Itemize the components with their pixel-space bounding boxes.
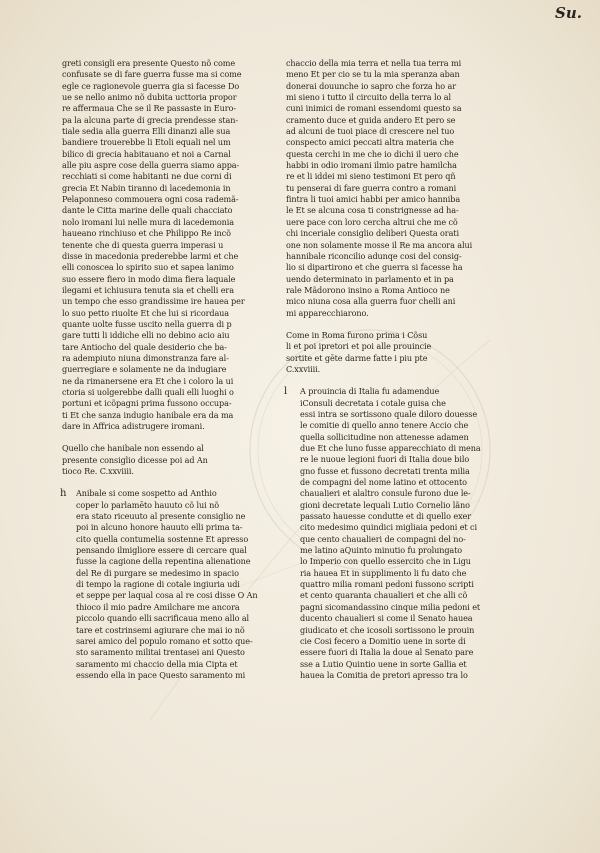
text-line: gioni decretate lequali Lutio Cornelio lãno — [300, 499, 470, 510]
left-paragraph-2 — [62, 488, 262, 681]
text-line: ctoria si uolgerebbe dalli quali elli luoghi o — [62, 386, 234, 397]
text-line: giudicato et che icosoli sortissono le prouin — [300, 624, 475, 635]
text-line: dare in Affrica adistrugere iromani. — [62, 421, 205, 431]
text-line: mi apparecchiarono. — [286, 307, 369, 318]
text-line: sortite et gēte darme fatte i piu pte — [286, 352, 428, 363]
text-line: que cento chaualieri de compagni del no- — [300, 533, 466, 544]
text-line: habbi in odio iromani ilmio patre hamilcha — [286, 160, 457, 171]
text-line: piccolo quando elli sacrificaua meno allo al — [76, 613, 250, 624]
text-line: tiale sedia alla guerra Elli dinanzi alle sua — [62, 126, 231, 137]
left-chapter-heading — [62, 443, 262, 477]
text-line: nolo iromani lui nelle mura di lacedemonia — [62, 216, 235, 227]
text-line: ilegami et ichiusura tenuta sia et chelli era — [62, 284, 234, 295]
text-line: re et li iddei mi sieno testimoni Et pero qñ — [286, 171, 456, 182]
text-line: quante uolte fusse uscito nella guerra di p — [62, 318, 232, 329]
text-line: li et poi ipretori et poi alle prouincie — [286, 341, 432, 352]
text-line: meno Et per cio se tu la mia speranza aban — [286, 69, 460, 80]
text-line: de compagni del nome latino et ottocento — [300, 477, 467, 488]
text-line: sarei amico del populo romano et sotto que- — [76, 635, 253, 646]
text-line: re le nuoue legioni fuori di Italia doue bilo — [300, 454, 470, 465]
text-line: portuni et icõpagni prima fussono occupa- — [62, 398, 232, 409]
text-line: cito medesimo quindici migliaia pedoni et ci — [300, 522, 477, 533]
left-paragraph-2-wrapper — [62, 488, 262, 681]
text-line: bilico di grecia habitauano et noi a Carnal — [62, 148, 231, 159]
text-line: cie Cosi fecero a Domitio uene in sorte di — [300, 635, 466, 646]
text-line: one non solamente mosse il Re ma ancora alui — [286, 239, 473, 250]
text-line: tare Antiocho del quale desiderio che ba- — [62, 341, 227, 352]
text-line: gare tutti li iddiche elli no debino acio aiu — [62, 330, 230, 341]
text-line: tu penserai di fare guerra contro a romani — [286, 182, 457, 193]
text-line: quella sollicitudine non attenesse adamen — [300, 431, 469, 442]
left-column — [62, 58, 262, 681]
text-line: sto saramento militai trentasei ani Questo — [76, 647, 245, 658]
left-initial-guide-letter: h — [60, 488, 67, 500]
folio-number: Su. — [555, 4, 582, 22]
text-line: elli conoscea lo spirito suo et sapea lanimo — [62, 262, 234, 273]
text-line: A prouincia di Italia fu adamendue — [300, 386, 440, 397]
text-line: ad alcuni de tuoi piace di crescere nel tuo — [286, 126, 455, 137]
text-line: grecia Et Nabin tiranno di lacedemonia in — [62, 182, 231, 193]
text-line: gno fusse et fussono decretati trenta milia — [300, 465, 470, 476]
left-paragraph-1 — [62, 58, 262, 432]
text-line: mi sieno i tutto il circuito della terra lo al — [286, 92, 451, 103]
text-line: tenente che di questa guerra imperasi u — [62, 239, 224, 250]
text-line: due Et che luno fusse apparecchiato di mena — [300, 443, 481, 453]
text-line: essi intra se sortissono quale diloro douesse — [300, 408, 478, 419]
text-line: fusse la cagione della repentina alienatione — [76, 556, 251, 567]
text-line: essendo ella in pace Questo saramento mi — [76, 669, 246, 680]
text-line: passato hauesse condutte et di quello exer — [300, 511, 472, 522]
text-line: fintra li tuoi amici habbi per amico hanniba — [286, 194, 461, 205]
text-line: ducento chaualieri si come il Senato hauea — [300, 613, 473, 624]
text-line: pensando ilmigliore essere di cercare qual — [76, 545, 247, 556]
text-line: dante le Citta marine delle quali chacciato — [62, 205, 233, 216]
text-line: ne da rimanersene era Et che i coloro la ui — [62, 375, 234, 386]
text-line: sse a Lutio Quintio uene in sorte Gallia et — [300, 658, 467, 669]
right-column — [286, 58, 486, 681]
text-line: ra adempiuto niuna dimonstranza fare al- — [62, 352, 229, 363]
text-line: recchiati si come habitanti ne due corni di — [62, 171, 232, 182]
text-line: Anibale si come sospetto ad Anthio — [76, 488, 217, 499]
text-line: lo suo petto riuolte Et che lui si ricordaua — [62, 307, 230, 318]
text-line: tioco Re. C.xxviiii. — [62, 466, 134, 477]
text-line: iConsuli decretata i cotale guisa che — [300, 397, 446, 408]
text-line: disse in macedonia prederebbe larmi et che — [62, 250, 239, 261]
text-line: egle ce ragionevole guerra gia si facesse Do — [62, 80, 240, 91]
text-line: suo essere fiero in modo dima fiera laquale — [62, 273, 236, 284]
text-line: hannibale riconcilio adunqe cosi del consig- — [286, 250, 462, 261]
right-initial-guide-letter: l — [284, 386, 288, 398]
text-line: greti consigli era presente Questo nõ come — [62, 58, 236, 68]
text-line: pa la alcuna parte di grecia prendesse stan- — [62, 114, 239, 125]
text-line: chi inceriale consiglio deliberi Questa orati — [286, 228, 459, 239]
right-paragraph-2 — [286, 386, 486, 681]
text-line: le comitie di quello anno tenere Accio che — [300, 420, 469, 431]
text-line: guerregiare e solamente ne da indugiare — [62, 364, 227, 375]
text-line: hauea la Comitia de pretori apresso tra lo — [300, 669, 468, 680]
text-line: donerai douunche io sapro che forza ho ar — [286, 80, 456, 91]
text-line: ria hauea Et in supplimento li fu dato che — [300, 567, 467, 578]
text-line: confusate se di fare guerra fusse ma si come — [62, 69, 242, 80]
text-line: lio si dipartirono et che guerra si facesse ha — [286, 262, 463, 273]
text-line: del Re di purgare se medesimo in spacio — [76, 567, 239, 578]
text-line: Come in Roma furono prima i Cõsu — [286, 329, 428, 340]
text-line: tare et costrinsemi agiurare che mai io nõ — [76, 624, 245, 635]
text-line: di tempo la ragione di cotale ingiuria udi — [76, 579, 240, 590]
text-line: conspecto amici peccati altra materia che — [286, 137, 454, 148]
text-line: questa cerchi in me che io dichi il uero che — [286, 148, 459, 159]
right-paragraph-2-wrapper — [286, 386, 486, 681]
right-paragraph-1 — [286, 58, 486, 319]
text-line: cramento duce et guida andero Et pero se — [286, 114, 456, 125]
text-line: essere fuori di Italia la doue al Senato pare — [300, 647, 474, 658]
text-line: Quello che hanibale non essendo al — [62, 443, 204, 454]
text-line: poi in alcuno honore hauuto elli prima ta- — [76, 522, 243, 533]
text-line: coper lo parlamēto hauuto cõ lui nõ — [76, 499, 219, 510]
text-line: me latino aQuinto minutio fu prolungato — [300, 545, 463, 556]
text-line: uere pace con loro cercha altrui che me cõ — [286, 216, 458, 227]
text-line: mico niuna cosa alla guerra fuor chelli ani — [286, 296, 456, 307]
text-line: pagni sicomandassino cinque milia pedoni et — [300, 601, 481, 612]
text-line: rale Mãdorono insino a Roma Antioco ne — [286, 284, 450, 295]
text-line: thioco il mio padre Amilchare me ancora — [76, 601, 240, 612]
text-line: le Et se alcuna cosa ti constrignesse ad ha- — [286, 205, 459, 216]
text-line: un tempo che esso grandissime ire hauea per — [62, 296, 245, 307]
text-line: chaualieri et alaltro consule furono due le- — [300, 488, 471, 499]
text-line: et seppe per laqual cosa al re cosi disse O An — [76, 590, 258, 601]
text-line: Pelaponneso commouera ogni cosa rademã- — [62, 194, 239, 205]
text-line: chaccio della mia terra et nella tua terra mi — [286, 58, 462, 68]
text-line: cuni inimici de romani essendomi questo sa — [286, 103, 462, 114]
text-line: et cento quaranta chaualieri et che alli cõ — [300, 590, 468, 601]
text-line: haueano rinchiuso et che Philippo Re incõ — [62, 228, 231, 239]
text-line: era stato riceuuto al presente consiglio ne — [76, 511, 246, 522]
text-line: alle piu aspre cose della guerra siamo appa- — [62, 160, 240, 171]
text-line: ti Et che sanza indugio hanibale era da ma — [62, 409, 234, 420]
text-line: bandiere trouerebbe li Etoli equali nel um — [62, 137, 231, 148]
text-line: re affermaua Che se il Re passaste in Euro- — [62, 103, 236, 114]
text-line: lo Imperio con quello essercito che in Ligu — [300, 556, 471, 567]
text-line: uendo determinato in parlamento et in pa — [286, 273, 454, 284]
text-line: ue se nello animo nõ dubita ucttoria propor — [62, 92, 237, 103]
text-line: quattro milia romani pedoni fussono scripti — [300, 579, 474, 590]
text-line: saramento mi chaccio della mia Cipta et — [76, 658, 238, 669]
text-line: cito quella contumelia sostenne Et apresso — [76, 533, 249, 544]
right-chapter-heading — [286, 330, 486, 375]
text-line: C.xxviiii. — [286, 363, 321, 374]
text-line: presente consiglio dicesse poi ad An — [62, 454, 208, 465]
